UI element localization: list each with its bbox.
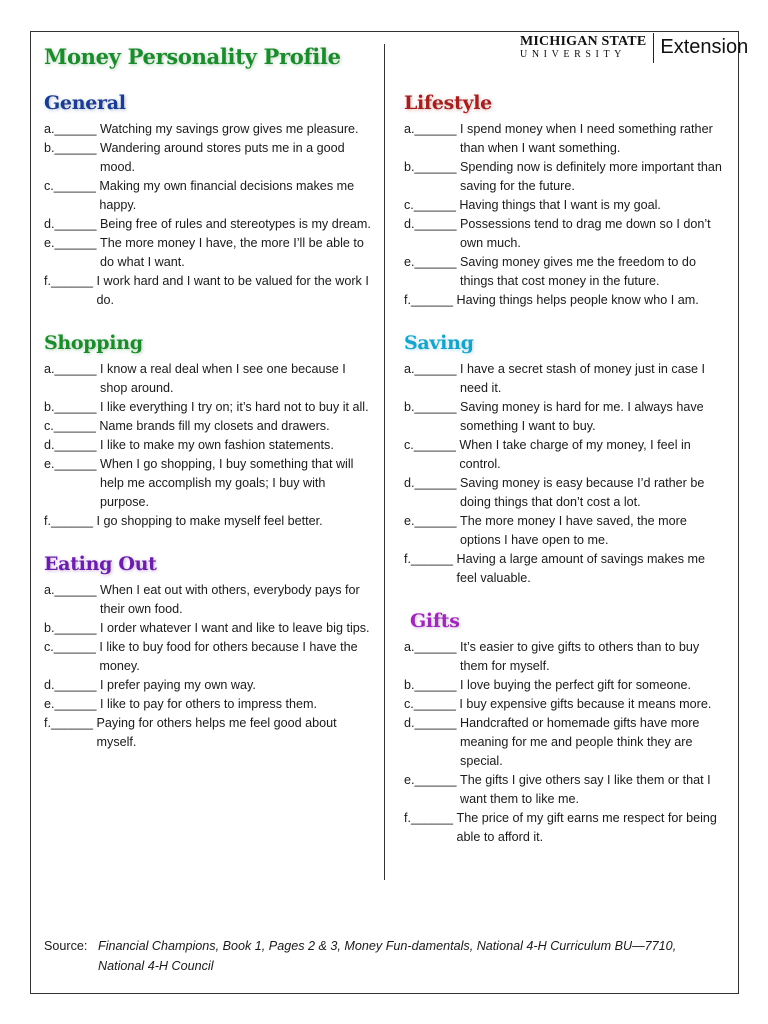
section-title-saving: Saving — [404, 332, 474, 354]
section-shopping — [44, 330, 374, 531]
answer-blank[interactable]: e.______ — [44, 457, 101, 471]
item-text: It’s easier to give gifts to others than to buy them for myself. — [460, 640, 700, 673]
answer-blank[interactable]: b.______ — [404, 400, 461, 414]
answer-blank[interactable]: e.______ — [404, 773, 461, 787]
item-text: Wandering around stores puts me in a good mood. — [100, 141, 345, 174]
item-text: I prefer paying my own way. — [100, 678, 256, 692]
list-item — [44, 436, 374, 455]
source-line2: National 4-H Council — [98, 959, 214, 973]
item-text: I order whatever I want and like to leave big tips. — [100, 621, 370, 635]
answer-blank[interactable]: f.______ — [44, 274, 97, 288]
item-text: Possessions tend to drag me down so I don’t own much. — [460, 217, 711, 250]
msu-wordmark — [520, 33, 654, 63]
answer-blank[interactable]: e.______ — [404, 255, 461, 269]
item-text: I like to pay for others to impress them. — [100, 697, 318, 711]
item-text: The gifts I give others say I like them or that I want them to like me. — [460, 773, 711, 806]
list-item — [44, 455, 374, 512]
answer-blank[interactable]: f.______ — [44, 716, 97, 730]
section-eating-out — [44, 551, 374, 752]
answer-blank[interactable]: a.______ — [44, 583, 101, 597]
answer-blank[interactable]: a.______ — [44, 362, 101, 376]
section-gifts — [404, 608, 728, 847]
list-item — [404, 360, 728, 398]
list-item — [44, 215, 374, 234]
list-item — [404, 215, 728, 253]
list-item — [44, 234, 374, 272]
item-text: I spend money when I need something rather than when I want something. — [460, 122, 713, 155]
item-text: The more money I have saved, the more options I have open to me. — [460, 514, 687, 547]
item-text: I like everything I try on; it’s hard not to buy it all. — [100, 400, 369, 414]
list-item — [404, 196, 728, 215]
spacer — [404, 588, 728, 608]
answer-blank[interactable]: f.______ — [404, 811, 457, 825]
list-item — [44, 417, 374, 436]
answer-blank[interactable]: c.______ — [404, 697, 460, 711]
list-item — [404, 158, 728, 196]
list-item — [44, 676, 374, 695]
list-item — [44, 714, 374, 752]
answer-blank[interactable]: b.______ — [44, 400, 101, 414]
answer-blank[interactable]: c.______ — [404, 198, 460, 212]
list-item — [44, 398, 374, 417]
answer-blank[interactable]: d.______ — [44, 217, 101, 231]
answer-blank[interactable]: a.______ — [404, 122, 461, 136]
answer-blank[interactable]: e.______ — [44, 236, 101, 250]
page-title: Money Personality Profile — [44, 44, 341, 69]
section-lifestyle — [404, 90, 728, 310]
answer-blank[interactable]: b.______ — [44, 621, 101, 635]
item-text: When I take charge of my money, I feel in control. — [459, 438, 691, 471]
section-general — [44, 90, 374, 310]
item-text: When I go shopping, I buy something that will help me accomplish my goals; I buy with purpose. — [100, 457, 354, 509]
answer-blank[interactable]: d.______ — [44, 438, 101, 452]
spacer — [44, 310, 374, 330]
item-text: Spending now is definitely more important than saving for the future. — [460, 160, 722, 193]
general-items — [44, 120, 374, 310]
item-text: I have a secret stash of money just in case I need it. — [460, 362, 706, 395]
answer-blank[interactable]: c.______ — [44, 640, 100, 654]
item-text: Saving money gives me the freedom to do things that cost money in the future. — [460, 255, 696, 288]
list-item — [44, 581, 374, 619]
answer-blank[interactable]: f.______ — [44, 514, 97, 528]
answer-blank[interactable]: c.______ — [404, 438, 460, 452]
list-item — [404, 695, 728, 714]
item-text: Paying for others helps me feel good about myself. — [96, 716, 337, 749]
section-title-gifts: Gifts — [410, 610, 460, 632]
list-item — [404, 809, 728, 847]
list-item — [404, 253, 728, 291]
answer-blank[interactable]: b.______ — [404, 678, 461, 692]
item-text: I work hard and I want to be valued for the work I do. — [96, 274, 369, 307]
item-text: I like to make my own fashion statements. — [100, 438, 334, 452]
list-item — [404, 512, 728, 550]
answer-blank[interactable]: b.______ — [44, 141, 101, 155]
saving-items — [404, 360, 728, 588]
list-item — [44, 619, 374, 638]
item-text: Name brands fill my closets and drawers. — [99, 419, 330, 433]
list-item — [44, 512, 374, 531]
answer-blank[interactable]: d.______ — [44, 678, 101, 692]
list-item — [404, 291, 728, 310]
gifts-items — [404, 638, 728, 847]
section-title-lifestyle: Lifestyle — [404, 92, 492, 114]
section-saving — [404, 330, 728, 588]
item-text: I go shopping to make myself feel better. — [96, 514, 323, 528]
item-text: Having things that I want is my goal. — [459, 198, 661, 212]
list-item — [404, 120, 728, 158]
spacer — [44, 531, 374, 551]
answer-blank[interactable]: a.______ — [404, 362, 461, 376]
list-item — [404, 550, 728, 588]
right-column — [404, 90, 728, 847]
item-text: I buy expensive gifts because it means more. — [459, 697, 712, 711]
logo-line2: UNIVERSITY — [520, 49, 626, 60]
item-text: Having a large amount of savings makes me feel valuable. — [456, 552, 706, 585]
list-item — [404, 398, 728, 436]
item-text: I like to buy food for others because I have the money. — [99, 640, 358, 673]
item-text: The more money I have, the more I’ll be able to do what I want. — [100, 236, 364, 269]
list-item — [404, 771, 728, 809]
answer-blank[interactable]: f.______ — [404, 552, 457, 566]
answer-blank[interactable]: f.______ — [404, 293, 457, 307]
item-text: Saving money is easy because I’d rather be doing things that don’t cost a lot. — [460, 476, 705, 509]
list-item — [44, 360, 374, 398]
left-column — [44, 90, 374, 752]
logo-line1: MICHIGAN STATE — [520, 34, 647, 49]
answer-blank[interactable]: e.______ — [404, 514, 461, 528]
answer-blank[interactable]: c.______ — [44, 179, 100, 193]
spacer — [404, 310, 728, 330]
answer-blank[interactable]: e.______ — [44, 697, 101, 711]
answer-blank[interactable]: d.______ — [404, 217, 461, 231]
list-item — [404, 714, 728, 771]
list-item — [44, 272, 374, 310]
item-text: I know a real deal when I see one because I shop around. — [100, 362, 346, 395]
answer-blank[interactable]: c.______ — [44, 419, 100, 433]
item-text: Handcrafted or homemade gifts have more meaning for me and people think they are special. — [460, 716, 700, 768]
section-title-general: General — [44, 92, 126, 114]
item-text: Watching my savings grow gives me pleasure. — [100, 122, 359, 136]
section-title-shopping: Shopping — [44, 332, 143, 354]
item-text: When I eat out with others, everybody pays for their own food. — [100, 583, 360, 616]
list-item — [404, 638, 728, 676]
section-title-eating-out: Eating Out — [44, 553, 157, 575]
answer-blank[interactable]: a.______ — [404, 640, 461, 654]
item-text: I love buying the perfect gift for someone. — [460, 678, 692, 692]
answer-blank[interactable]: a.______ — [44, 122, 101, 136]
list-item — [404, 474, 728, 512]
logo-extension: Extension — [660, 36, 749, 58]
lifestyle-items — [404, 120, 728, 310]
answer-blank[interactable]: d.______ — [404, 716, 461, 730]
column-divider — [384, 44, 385, 880]
shopping-items — [44, 360, 374, 531]
answer-blank[interactable]: d.______ — [404, 476, 461, 490]
item-text: Having things helps people know who I am. — [456, 293, 699, 307]
list-item — [44, 695, 374, 714]
list-item — [44, 120, 374, 139]
item-text: Making my own financial decisions makes me happy. — [99, 179, 355, 212]
answer-blank[interactable]: b.______ — [404, 160, 461, 174]
item-text: Being free of rules and stereotypes is my dream. — [100, 217, 371, 231]
eating-out-items — [44, 581, 374, 752]
msu-extension-logo — [520, 33, 748, 63]
list-item — [44, 638, 374, 676]
source-citation — [44, 936, 734, 976]
item-text: The price of my gift earns me respect for being able to afford it. — [456, 811, 717, 844]
item-text: Saving money is hard for me. I always have something I want to buy. — [460, 400, 704, 433]
list-item — [404, 676, 728, 695]
list-item — [44, 139, 374, 177]
source-label: Source: — [44, 939, 88, 953]
source-line1: Financial Champions, Book 1, Pages 2 & 3, Money Fun-damentals, National 4-H Curriculum BU—7710, — [98, 939, 677, 953]
list-item — [404, 436, 728, 474]
list-item — [44, 177, 374, 215]
